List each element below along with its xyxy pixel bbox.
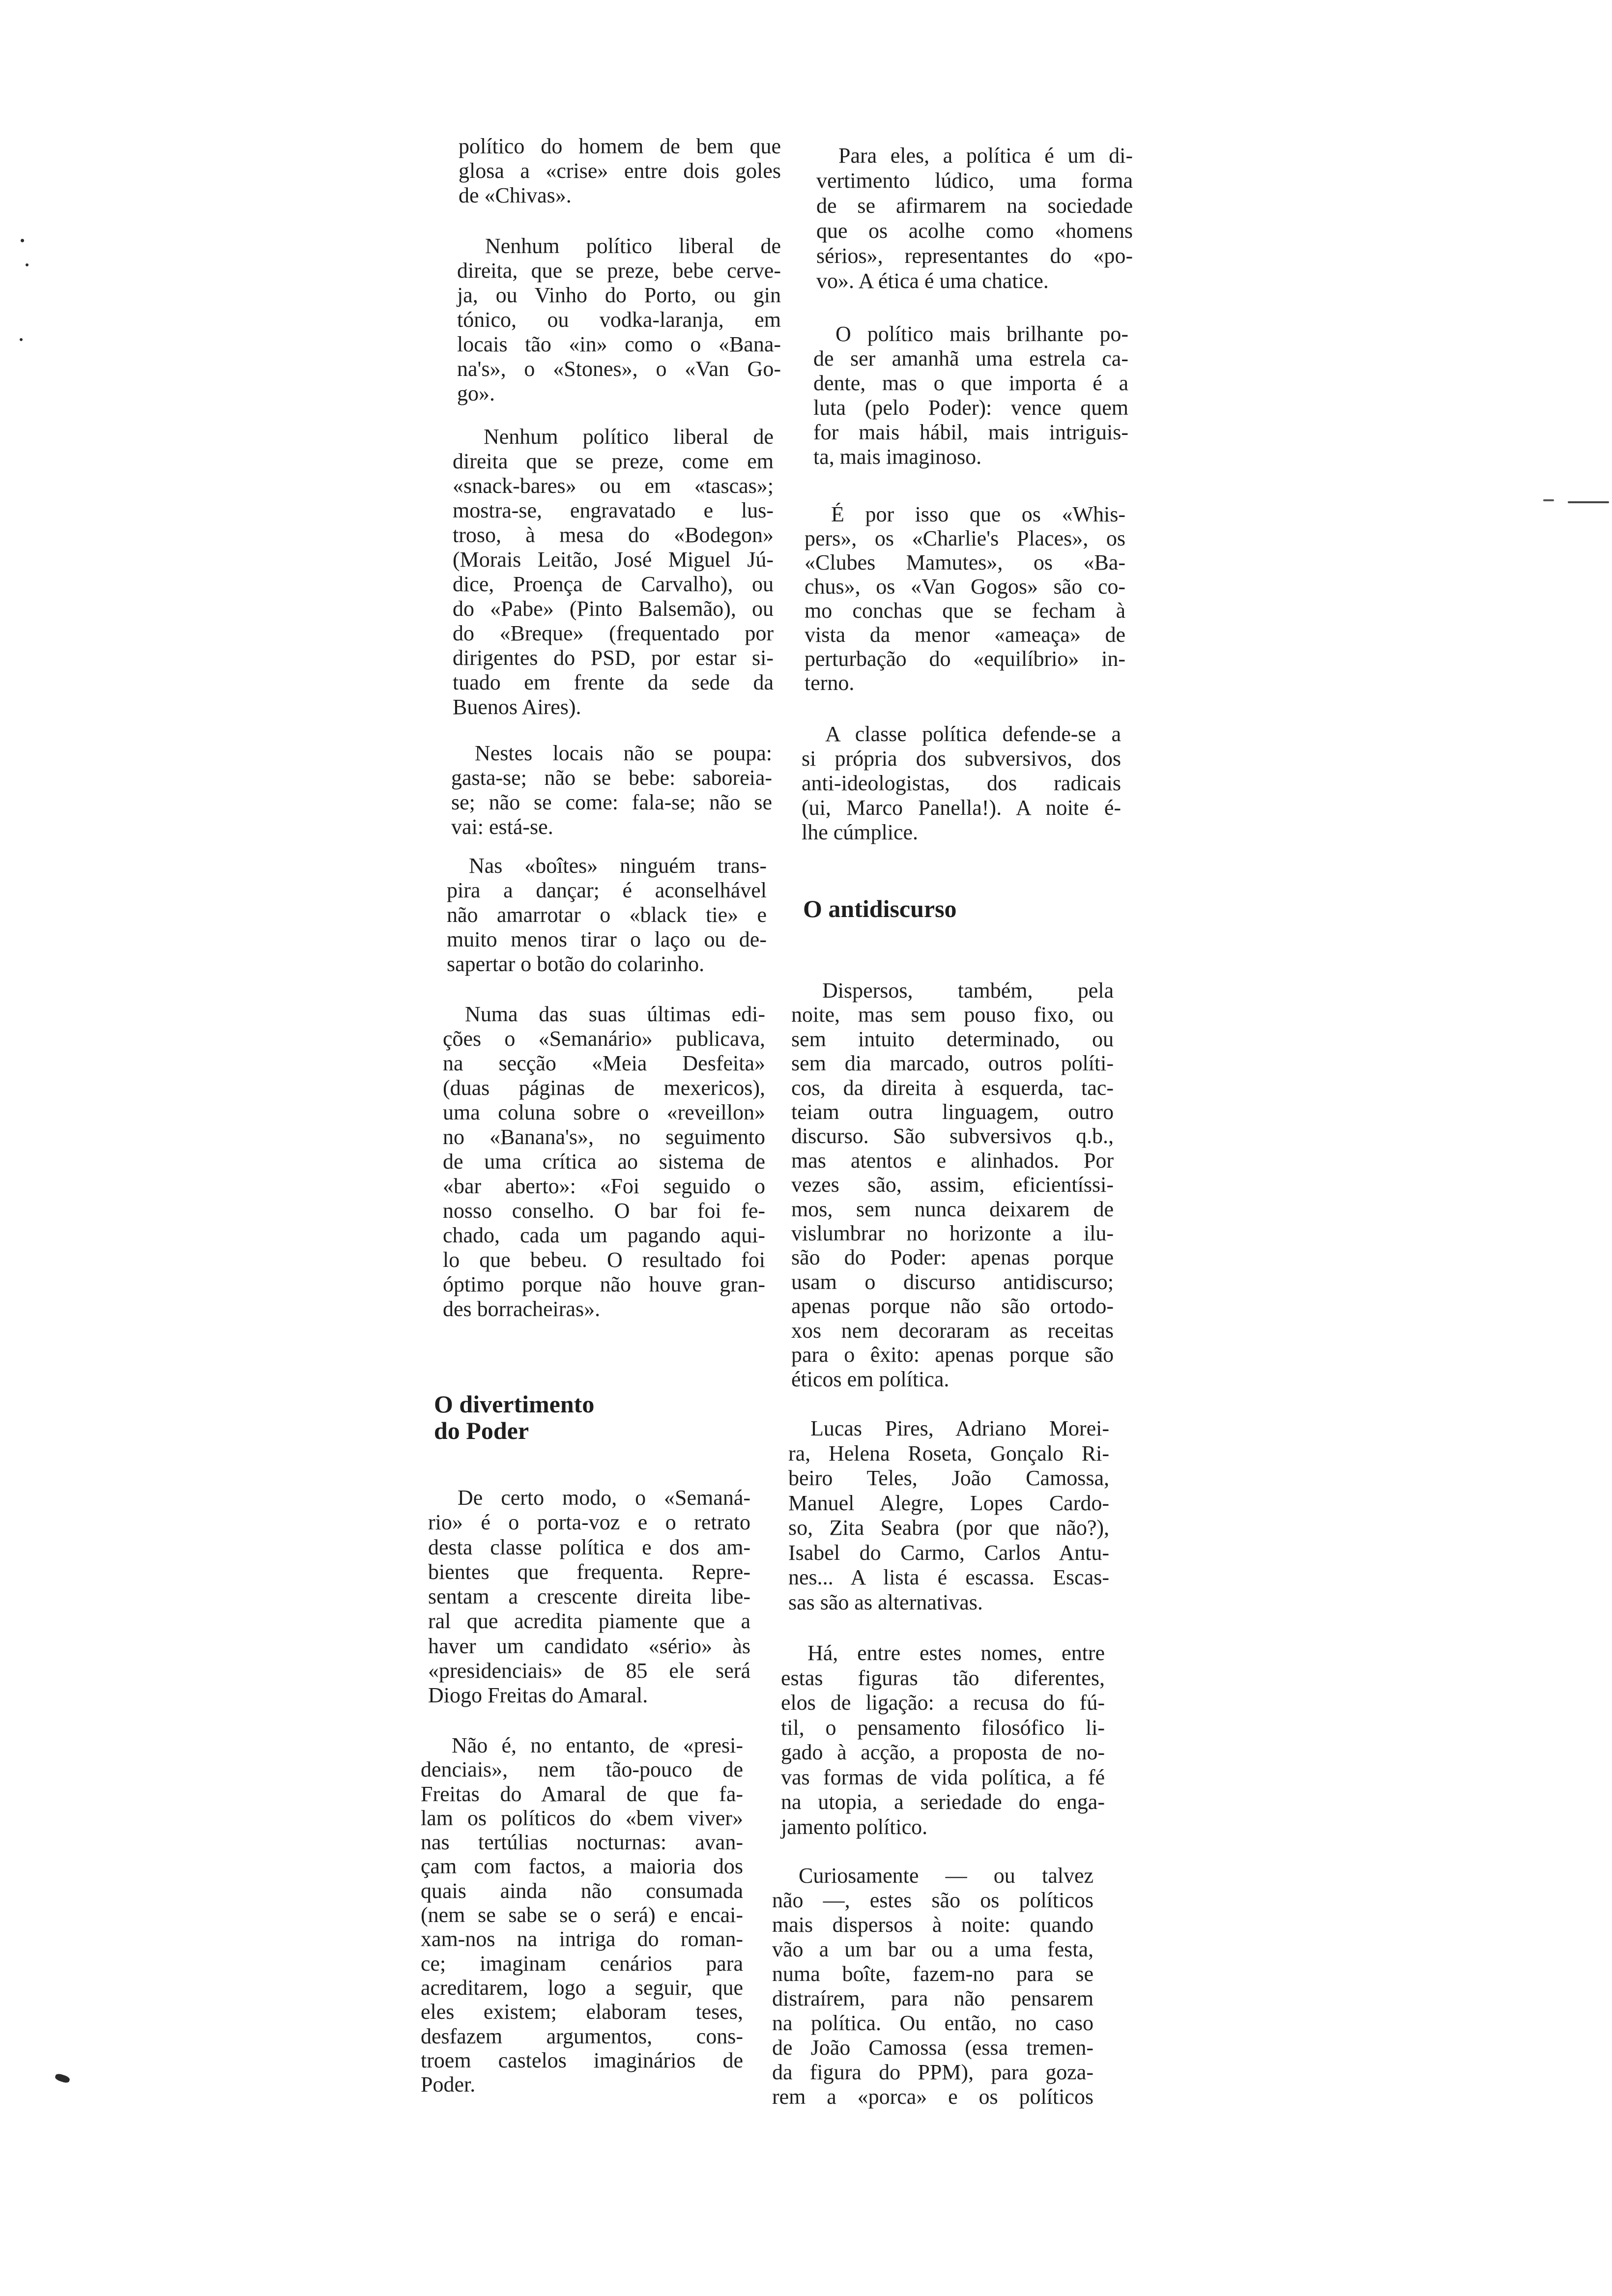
scan-speck	[21, 239, 24, 242]
text-line: «snack-bares» ou em «tascas»;	[453, 474, 774, 498]
text-line: nas tertúlias nocturnas: avan-	[421, 1830, 743, 1855]
text-line: ce; imaginam cenários para	[421, 1951, 743, 1976]
text-line: Buenos Aires).	[453, 695, 581, 719]
text-line: É por isso que os «Whis-	[831, 502, 1125, 526]
text-line: tónico, ou vodka-laranja, em	[457, 308, 781, 332]
paragraph	[772, 1864, 1094, 2109]
text-line: xos nem decoraram as receitas	[791, 1318, 1114, 1343]
text-line: luta (pelo Poder): vence quem	[813, 396, 1128, 420]
text-line: óptimo porque não houve gran-	[443, 1272, 765, 1296]
text-line: Freitas do Amaral de que fa-	[421, 1781, 743, 1806]
paragraph	[805, 502, 1125, 695]
text-line: mo conchas que se fecham à	[805, 599, 1125, 623]
text-line: des borracheiras».	[443, 1297, 601, 1321]
text-line: para o êxito: apenas porque são	[791, 1343, 1114, 1367]
text-line: dirigentes do PSD, por estar si-	[453, 646, 774, 670]
text-line: troso, à mesa do «Bodegon»	[453, 523, 774, 547]
paragraph	[453, 425, 774, 719]
text-line: Nenhum político liberal de	[485, 234, 781, 258]
paragraph	[457, 234, 781, 406]
text-line: Diogo Freitas do Amaral.	[428, 1683, 648, 1708]
text-line: sas são as alternativas.	[788, 1590, 983, 1614]
text-line: mos, sem nunca deixarem de	[791, 1197, 1114, 1221]
text-line: «Clubes Mamutes», os «Ba-	[805, 550, 1125, 574]
text-line: lhe cúmplice.	[802, 820, 919, 844]
text-line: direita que se preze, come em	[453, 449, 774, 473]
text-line: haver um candidato «sério» às	[428, 1634, 750, 1658]
paragraph	[781, 1641, 1105, 1839]
text-line: Não é, no entanto, de «presi-	[452, 1733, 743, 1757]
text-line: jamento político.	[781, 1814, 928, 1839]
text-line: sentam a crescente direita libe-	[428, 1584, 750, 1609]
text-line: ral que acredita piamente que a	[428, 1609, 750, 1634]
text-line: mostra-se, engravatado e lus-	[453, 498, 774, 522]
text-line: sem dia marcado, outros políti-	[791, 1051, 1114, 1076]
text-line: elos de ligação: a recusa do fú-	[781, 1691, 1105, 1715]
paragraph	[816, 143, 1133, 293]
text-line: pers», os «Charlie's Places», os	[805, 526, 1125, 550]
paragraph	[802, 722, 1121, 845]
text-line: discurso. São subversivos q.b.,	[791, 1124, 1114, 1148]
text-line: Há, entre estes nomes, entre	[807, 1641, 1105, 1665]
text-line: desfazem argumentos, cons-	[421, 2024, 743, 2048]
text-line: gasta-se; não se bebe: saboreia-	[451, 766, 772, 790]
text-line: são do Poder: apenas porque	[791, 1245, 1114, 1270]
text-line: de se afirmarem na sociedade	[816, 194, 1133, 218]
text-line: nes... A lista é escassa. Escas-	[788, 1565, 1109, 1589]
text-line: na secção «Meia Desfeita»	[443, 1051, 765, 1075]
text-line: não amarrotar o «black tie» e	[447, 903, 767, 927]
text-line: Manuel Alegre, Lopes Cardo-	[788, 1491, 1109, 1515]
text-line: sem intuito determinado, ou	[791, 1027, 1114, 1051]
subheading-line: O divertimento	[434, 1390, 595, 1418]
text-line: lam os políticos do «bem viver»	[421, 1806, 743, 1830]
text-line: ções o «Semanário» publicava,	[443, 1027, 765, 1051]
text-line: que os acolhe como «homens	[816, 219, 1133, 243]
text-line: glosa a «crise» entre dois goles	[459, 159, 781, 183]
text-line: ta, mais imaginoso.	[813, 445, 982, 469]
text-line: (nem se sabe se o será) e encai-	[421, 1903, 743, 1927]
text-line: direita, que se preze, bebe cerve-	[457, 258, 781, 283]
text-line: sapertar o botão do colarinho.	[447, 952, 705, 976]
paragraph	[788, 1416, 1109, 1615]
text-line: eles existem; elaboram teses,	[421, 2000, 743, 2024]
text-line: anti-ideologistas, dos radicais	[802, 771, 1121, 795]
text-line: de «Chivas».	[459, 183, 572, 207]
text-line: locais tão «in» como o «Bana-	[457, 332, 781, 356]
text-line: de ser amanhã uma estrela ca-	[813, 346, 1128, 371]
text-line: dente, mas o que importa é a	[813, 371, 1128, 395]
subheading-line: O antidiscurso	[803, 895, 957, 922]
text-line: vezes são, assim, eficientíssi-	[791, 1173, 1114, 1197]
text-line: ja, ou Vinho do Porto, ou gin	[457, 283, 781, 307]
text-line: tuado em frente da sede da	[453, 670, 774, 694]
paragraph	[451, 741, 772, 839]
text-line: desta classe política e dos am-	[428, 1535, 750, 1559]
paragraph	[447, 854, 767, 976]
text-line: rio» é o porta-voz e o retrato	[428, 1510, 750, 1535]
text-line: rem a «porca» e os políticos	[772, 2085, 1094, 2109]
text-line: numa boîte, fazem-no para se	[772, 1962, 1094, 1986]
text-line: acreditarem, logo a seguir, que	[421, 1975, 743, 2000]
text-line: Poder.	[421, 2072, 476, 2097]
scan-speck	[26, 263, 29, 266]
scan-speck	[20, 338, 23, 341]
text-line: Nenhum político liberal de	[484, 425, 774, 449]
text-line: não —, estes são os políticos	[772, 1888, 1094, 1912]
text-line: usam o discurso antidiscurso;	[791, 1269, 1114, 1294]
text-line: «bar aberto»: «Foi seguido o	[443, 1174, 765, 1198]
text-line: Numa das suas últimas edi-	[465, 1002, 765, 1026]
text-line: na política. Ou então, no caso	[772, 2011, 1094, 2035]
text-line: (Morais Leitão, José Miguel Jú-	[453, 547, 774, 572]
text-line: vão a um bar ou a uma festa,	[772, 1937, 1094, 1961]
text-line: na utopia, a seriedade do enga-	[781, 1790, 1105, 1814]
text-line: mais dispersos à noite: quando	[772, 1913, 1094, 1937]
text-line: so, Zita Seabra (por que não?),	[788, 1516, 1109, 1540]
text-line: mas atentos e alinhados. Por	[791, 1148, 1114, 1173]
text-line: bientes que frequenta. Repre-	[428, 1559, 750, 1584]
paragraph	[813, 322, 1128, 469]
section-subheading	[434, 1391, 594, 1444]
text-line: (ui, Marco Panella!). A noite é-	[802, 796, 1121, 820]
text-line: do «Breque» (frequentado por	[453, 621, 774, 645]
text-line: nosso conselho. O bar foi fe-	[443, 1199, 765, 1223]
text-line: muito menos tirar o laço ou de-	[447, 927, 767, 951]
text-line: éticos em política.	[791, 1367, 950, 1391]
text-line: (duas páginas de mexericos),	[443, 1076, 765, 1100]
text-line: pira a dançar; é aconselhável	[447, 878, 767, 902]
text-line: go».	[457, 381, 495, 405]
text-line: chus», os «Van Gogos» são co-	[805, 574, 1125, 599]
subheading-line: do Poder	[434, 1417, 529, 1444]
text-line: A classe política defende-se a	[825, 722, 1121, 746]
text-line: perturbação do «equilíbrio» in-	[805, 647, 1125, 671]
paragraph	[459, 134, 781, 208]
text-line: çam com factos, a maioria dos	[421, 1854, 743, 1879]
text-line: Nestes locais não se poupa:	[475, 741, 772, 765]
text-line: si própria dos subversivos, dos	[802, 746, 1121, 771]
text-line: apenas porque não são ortodo-	[791, 1294, 1114, 1319]
text-line: no «Banana's», no seguimento	[443, 1125, 765, 1149]
text-line: xam-nos na intriga do roman-	[421, 1927, 743, 1952]
text-line: ra, Helena Roseta, Gonçalo Ri-	[788, 1441, 1109, 1465]
text-line: Isabel do Carmo, Carlos Antu-	[788, 1540, 1109, 1565]
section-subheading	[803, 895, 957, 922]
text-line: beiro Teles, João Camossa,	[788, 1466, 1109, 1490]
text-line: distraírem, para não pensarem	[772, 1986, 1094, 2010]
paragraph	[443, 1002, 765, 1321]
text-line: estas figuras tão diferentes,	[781, 1665, 1105, 1690]
text-line: uma coluna sobre o «reveillon»	[443, 1100, 765, 1124]
scan-speck	[55, 2073, 71, 2084]
paragraph	[421, 1733, 743, 2096]
text-line: vas formas de vida política, a fé	[781, 1765, 1105, 1789]
scan-speck	[1543, 499, 1554, 501]
text-line: chado, cada um pagando aqui-	[443, 1223, 765, 1247]
text-line: cos, da direita à esquerda, tac-	[791, 1075, 1114, 1100]
text-line: do «Pabe» (Pinto Balsemão), ou	[453, 597, 774, 621]
text-line: quais ainda não consumada	[421, 1878, 743, 1903]
text-line: se; não se come: fala-se; não se	[451, 790, 772, 814]
text-line: vo». A ética é uma chatice.	[816, 269, 1049, 293]
text-line: O político mais brilhante po-	[835, 322, 1128, 346]
text-line: gado à acção, a proposta de no-	[781, 1740, 1105, 1764]
text-line: lo que bebeu. O resultado foi	[443, 1248, 765, 1272]
text-line: Dispersos, também, pela	[822, 978, 1114, 1003]
text-line: de uma crítica ao sistema de	[443, 1149, 765, 1174]
text-line: de João Camossa (essa tremen-	[772, 2036, 1094, 2060]
text-line: vai: está-se.	[451, 815, 553, 839]
text-line: Nas «boîtes» ninguém trans-	[469, 854, 767, 878]
text-line: político do homem de bem que	[459, 134, 781, 158]
text-line: noite, mas sem pouso fixo, ou	[791, 1003, 1114, 1027]
text-line: Para eles, a política é um di-	[838, 144, 1133, 168]
text-line: Lucas Pires, Adriano Morei-	[810, 1416, 1109, 1440]
text-line: da figura do PPM), para goza-	[772, 2060, 1094, 2084]
text-line: teiam outra linguagem, outro	[791, 1100, 1114, 1124]
text-line: til, o pensamento filosófico li-	[781, 1715, 1105, 1740]
text-line: vertimento lúdico, uma forma	[816, 169, 1133, 193]
text-line: na's», o «Stones», o «Van Go-	[457, 357, 781, 381]
text-line: terno.	[805, 671, 855, 695]
paragraph	[791, 978, 1114, 1391]
text-line: for mais hábil, mais intriguis-	[813, 420, 1128, 444]
text-line: sérios», representantes do «po-	[816, 244, 1133, 268]
scan-speck	[1568, 501, 1609, 503]
text-line: dice, Proença de Carvalho), ou	[453, 572, 774, 596]
text-line: vista da menor «ameaça» de	[805, 623, 1125, 647]
text-line: vislumbrar no horizonte a ilu-	[791, 1221, 1114, 1246]
paragraph	[428, 1486, 750, 1708]
text-line: denciais», nem tão-pouco de	[421, 1757, 743, 1782]
text-line: troem castelos imaginários de	[421, 2048, 743, 2072]
text-line: Curiosamente — ou talvez	[799, 1864, 1094, 1888]
text-line: «presidenciais» de 85 ele será	[428, 1659, 750, 1683]
text-line: De certo modo, o «Semaná-	[458, 1486, 750, 1510]
